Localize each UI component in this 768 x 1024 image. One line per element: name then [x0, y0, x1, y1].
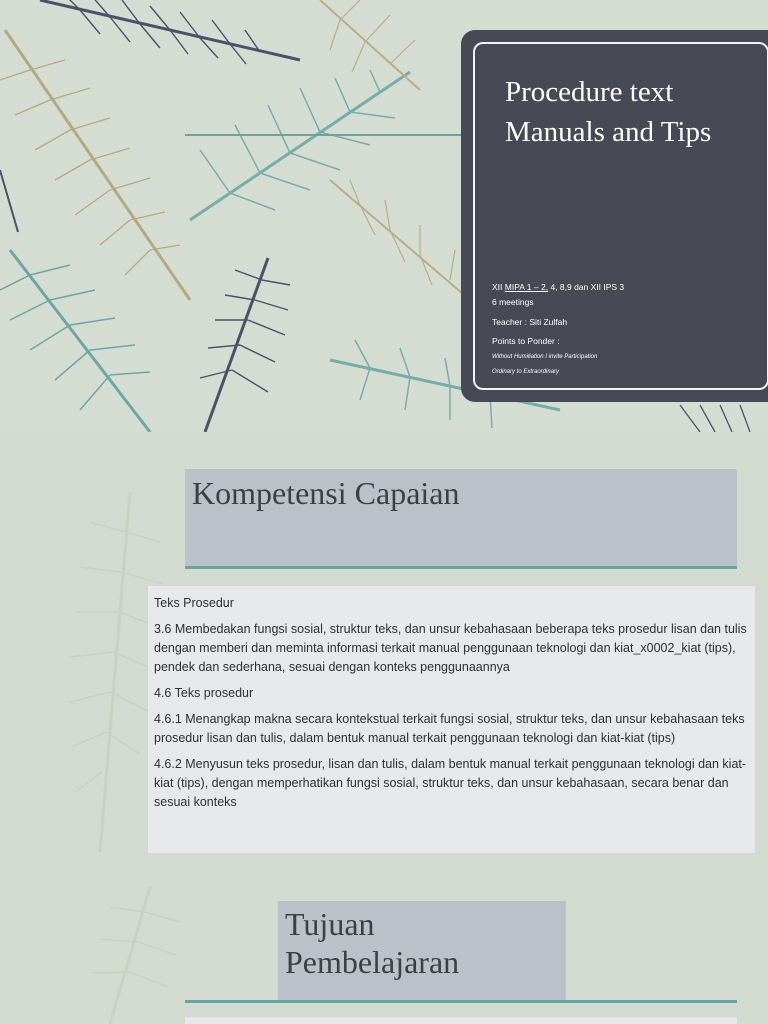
- paragraph-3-6: 3.6 Membedakan fungsi sosial, struktur teks, dan unsur kebahasaan beberapa teks prosedur lisan dan tulis dengan memberi dan meminta informasi terkait manual penggunaan teknologi dan kiat_x0002_kiat (tips), pendek dan sederhana, sesuai dengan konteks penggunaannya: [154, 622, 747, 674]
- heading-box-2: [278, 901, 566, 1001]
- heading2-line-1: Tujuan: [285, 906, 375, 942]
- title-card: [461, 30, 768, 402]
- content-box: [148, 586, 755, 853]
- accent-line: [185, 134, 475, 136]
- class-mipa: MIPA 1 – 2,: [504, 282, 549, 292]
- feather-navy-top: [40, 0, 300, 64]
- heading2-line-2: Pembelajaran: [285, 944, 460, 980]
- feather-teal-bottom: [0, 250, 150, 432]
- title-line-1: Procedure text: [505, 76, 674, 108]
- slide-title: [505, 72, 711, 152]
- teacher-text: Teacher : Siti Zulfah: [492, 317, 568, 327]
- points-label: Points to Ponder :: [492, 336, 560, 346]
- objectives-slide: [0, 867, 768, 1024]
- paragraph-4-6-2: 4.6.2 Menyusun teks prosedur, lisan dan tulis, dalam bentuk manual terkait penggunaan teknologi dan kiat-kiat (tips), dengan memperhatikan fungsi sosial, struktur teks, dan unsur kebahasaan, secara benar dan sesuai konteks: [154, 757, 747, 809]
- ponder-line-1: Without Humiliation I invite Participation: [492, 354, 598, 360]
- paragraph-teks-prosedur: Teks Prosedur: [154, 596, 234, 610]
- paragraph-4-6-1: 4.6.1 Menangkap makna secara kontekstual terkait fungsi sosial, struktur teks, dan unsur kebahasaan teks prosedur lisan dan tulis, dalam bentuk manual terkait penggunaan teknologi dan kiat-kiat (tips): [154, 712, 745, 745]
- heading-box: [185, 469, 737, 569]
- meetings-text: 6 meetings: [492, 297, 534, 307]
- accent-line-2: [185, 1000, 737, 1003]
- title-slide: [0, 0, 768, 432]
- content-box-edge: [185, 1017, 737, 1024]
- ponder-line-2: Ordinary to Extraordinary: [492, 369, 560, 375]
- class-rest: 4, 8,9 dan XII IPS 3: [548, 282, 625, 292]
- section-heading: Kompetensi Capaian: [192, 475, 460, 511]
- feather-navy-bottom: [200, 258, 290, 432]
- section-heading-2: [285, 905, 459, 981]
- paragraph-4-6: 4.6 Teks prosedur: [154, 686, 254, 700]
- competence-slide: [0, 432, 768, 867]
- feather-olive-right: [320, 0, 470, 300]
- class-list: [492, 282, 624, 292]
- class-prefix: XII: [492, 282, 505, 292]
- feather-teal-center: [190, 70, 410, 220]
- title-line-2: Manuals and Tips: [505, 116, 712, 148]
- feather-olive-left: [0, 30, 190, 300]
